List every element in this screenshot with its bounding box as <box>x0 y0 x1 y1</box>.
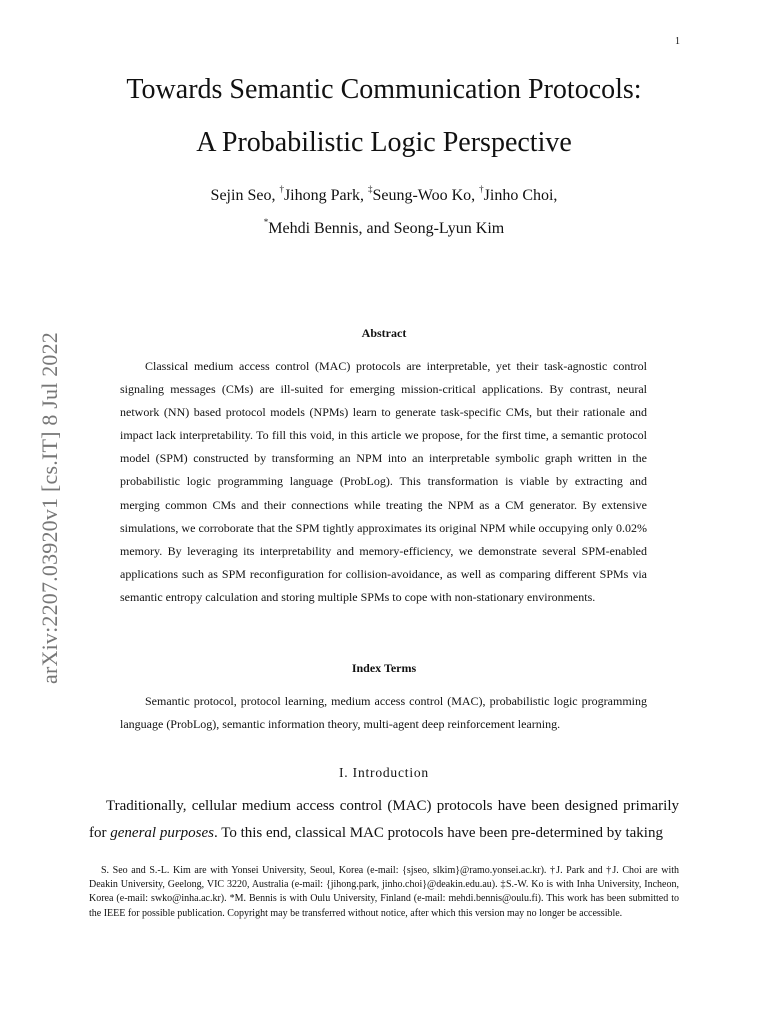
intro-text-segment: Traditionally, cellular medium access control (MAC) protocols have been designed primarily for <box>89 798 679 841</box>
author-list-line-1 <box>0 184 768 205</box>
paper-title-line-1: Towards Semantic Communication Protocols: <box>126 74 642 105</box>
introduction-heading: I. Introduction <box>339 765 429 780</box>
affiliation-mark: * <box>263 217 269 227</box>
author-list-line-2 <box>0 217 768 238</box>
author-name: Jihong Park, <box>283 187 368 204</box>
intro-emphasis: general purposes <box>110 825 214 841</box>
page-number: 1 <box>675 36 680 47</box>
abstract-heading: Abstract <box>361 326 407 340</box>
intro-text-segment: . To this end, classical MAC protocols have been pre-determined by taking <box>214 825 663 841</box>
affiliation-mark: † <box>279 184 284 194</box>
author-name: Mehdi Bennis, and Seong-Lyun Kim <box>268 220 505 237</box>
author-name: Jinho Choi, <box>483 187 558 204</box>
arxiv-identifier-stamp: arXiv:2207.03920v1 [cs.IT] 8 Jul 2022 <box>37 331 62 685</box>
affiliation-mark: † <box>479 184 484 194</box>
index-terms-paragraph: Semantic protocol, protocol learning, medium access control (MAC), probabilistic logic programming language (ProbLog), semantic information theory, multi-agent deep reinforcement learning. <box>120 694 647 732</box>
author-name: Sejin Seo, <box>210 187 280 204</box>
index-terms-heading: Index Terms <box>351 661 417 675</box>
abstract-paragraph: Classical medium access control (MAC) protocols are interpretable, yet their task-agnostic control signaling messages (CMs) are ill-suited for emerging mission-critical applications. By contrast, neural network (NN) based protocol models (NPMs) learn to generate task-specific CMs, but their rationale and impact lack interpretability. To fill this void, in this article we propose, for the first time, a semantic protocol model (SPM) constructed by transforming an NPM into an interpretable symbolic graph written in the probabilistic logic programming language (ProbLog). This transformation is viable by extracting and merging common CMs and their connections while treating the NPM as a CM generator. By extensive simulations, we corroborate that the SPM tightly approximates its original NPM while occupying only 0.02% memory. By leveraging its interpretability and memory-efficiency, we demonstrate several SPM-enabled applications such as SPM reconfiguration for collision-avoidance, as well as comparing different SPMs via semantic entropy calculation and storing multiple SPMs to cope with non-stationary environments. <box>120 359 647 604</box>
affiliation-footnote: S. Seo and S.-L. Kim are with Yonsei University, Seoul, Korea (e-mail: {sjseo, slkim}@ramo.yonsei.ac.kr). †J. Park and †J. Choi are with Deakin University, Geelong, VIC 3220, Australia (e-mail: {jihong.park, jinho.choi}@deakin.edu.au). ‡S.-W. Ko is with Inha University, Incheon, Korea (e-mail: swko@inha.ac.kr). *M. Bennis is with Oulu University, Finland (e-mail: mehdi.bennis@oulu.fi). This work has been submitted to the IEEE for possible publication. Copyright may be transferred without notice, after which this version may no longer be accessible. <box>89 865 679 919</box>
author-name: Seung-Woo Ko, <box>372 187 480 204</box>
paper-title-line-2: A Probabilistic Logic Perspective <box>196 127 572 158</box>
affiliation-mark: ‡ <box>367 184 373 194</box>
introduction-paragraph <box>89 793 679 847</box>
